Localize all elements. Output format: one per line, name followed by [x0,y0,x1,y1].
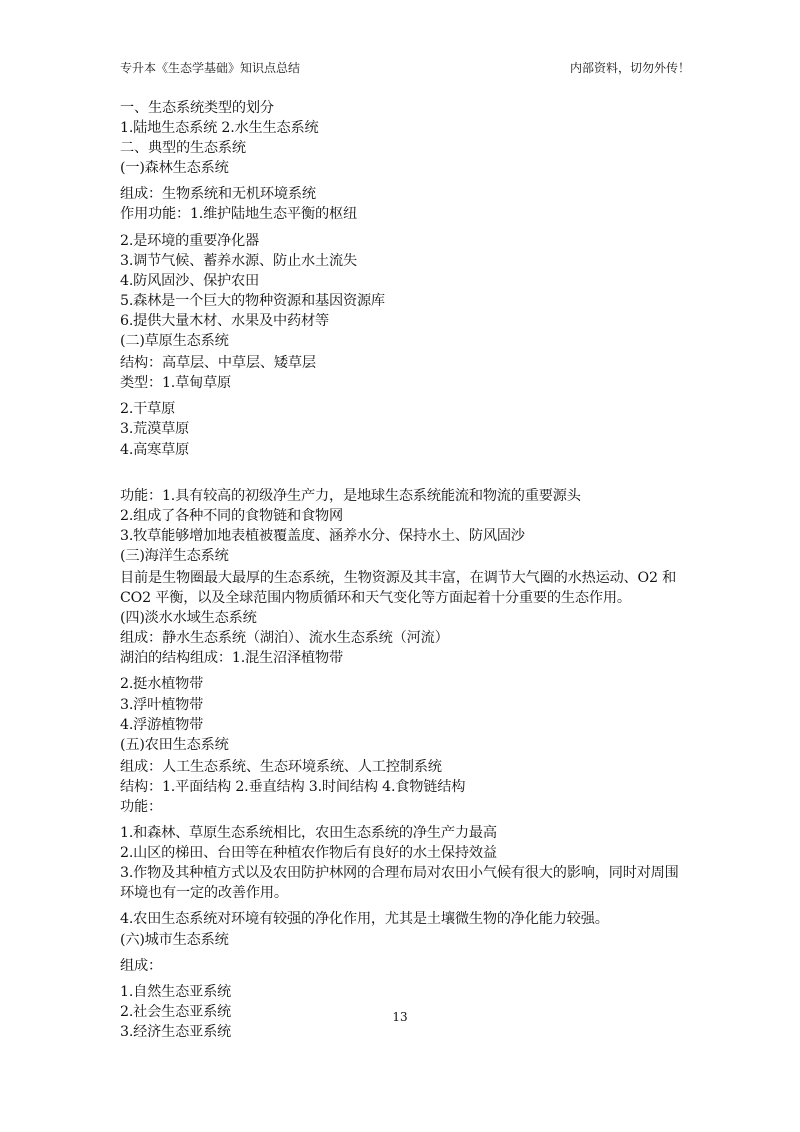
list-item: 2.社会生态亚系统 [120,1003,232,1020]
list-item: 3.经济生态亚系统 [120,1023,232,1040]
text-line: 类型：1.草甸草原 [120,375,232,392]
list-item: 3.荒漠草原 [120,421,190,438]
text-line: 组成：生物系统和无机环境系统 [120,186,316,203]
paragraph: 目前是生物圈最大最厚的生态系统，生物资源及其丰富，在调节大气圈的水热运动、O2 和 CO2 平衡，以及全球范围内物质循环和天气变化等方面起着十分重要的生态作用。 [120,569,677,607]
header-title: 专升本《生态学基础》知识点总结 [120,61,301,75]
subsection-heading: (六)城市生态系统 [120,931,229,948]
section-heading: 一、生态系统类型的划分 [120,100,274,116]
list-item: 4.高寒草原 [120,441,190,458]
list-item: 1.自然生态亚系统 [120,983,232,1000]
subsection-heading: (五)农田生态系统 [120,736,229,753]
text-line: 湖泊的结构组成：1.混生沼泽植物带 [120,650,343,667]
list-item: 2.挺水植物带 [120,676,204,693]
text-line: 功能：1.具有较高的初级净生产力，是地球生态系统能流和物流的重要源头 [120,487,581,504]
list-item: 2.组成了各种不同的食物链和食物网 [120,507,343,524]
text-line: 1.陆地生态系统 2.水生生态系统 [120,120,319,137]
document-body [120,98,685,1042]
page-number: 13 [392,1010,408,1024]
list-item: 4.防风固沙、保护农田 [120,272,260,289]
text-line: 功能： [120,799,162,815]
subsection-heading: (一)森林生态系统 [120,160,229,177]
list-item: 2.是环境的重要净化器 [120,232,260,249]
list-item: 2.山区的梯田、台田等在种植农作物后有良好的水土保持效益 [120,845,497,862]
list-item: 2.干草原 [120,401,176,418]
list-item: 3.浮叶植物带 [120,696,204,713]
text-line: 组成：静水生态系统（湖泊）、流水生态系统（河流） [120,630,449,647]
text-line: 组成：人工生态系统、生态环境系统、人工控制系统 [120,758,442,775]
list-item: 6.提供大量木材、水果及中药材等 [120,312,329,329]
list-item: 4.农田生态系统对环境有较强的净化作用，尤其是土壤微生物的净化能力较强。 [120,911,609,928]
subsection-heading: (四)淡水水域生态系统 [120,610,257,627]
section-heading: 二、典型的生态系统 [120,140,246,157]
list-item: 3.作物及其种植方式以及农田防护林网的合理布局对农田小气候有很大的影响，同时对周围环境也有一定的改善作用。 [120,865,679,902]
header-notice: 内部资料，切勿外传！ [569,61,690,75]
subsection-heading: (二)草原生态系统 [120,333,229,350]
list-item: 3.调节气候、蓄养水源、防止水土流失 [120,252,357,269]
text-line: 组成： [120,957,162,974]
text-line: 作用功能：1.维护陆地生态平衡的枢纽 [120,206,357,223]
subsection-heading: (三)海洋生态系统 [120,547,229,564]
list-item: 4.浮游植物带 [120,716,204,733]
list-item: 5.森林是一个巨大的物种资源和基因资源库 [120,292,385,309]
list-item: 1.和森林、草原生态系统相比，农田生态系统的净生产力最高 [120,825,497,842]
list-item: 3.牧草能够增加地表植被覆盖度、涵养水分、保持水土、防风固沙 [120,527,525,544]
text-line: 结构：高草层、中草层、矮草层 [120,355,316,372]
text-line: 结构：1.平面结构 2.垂直结构 3.时间结构 4.食物链结构 [120,778,466,795]
